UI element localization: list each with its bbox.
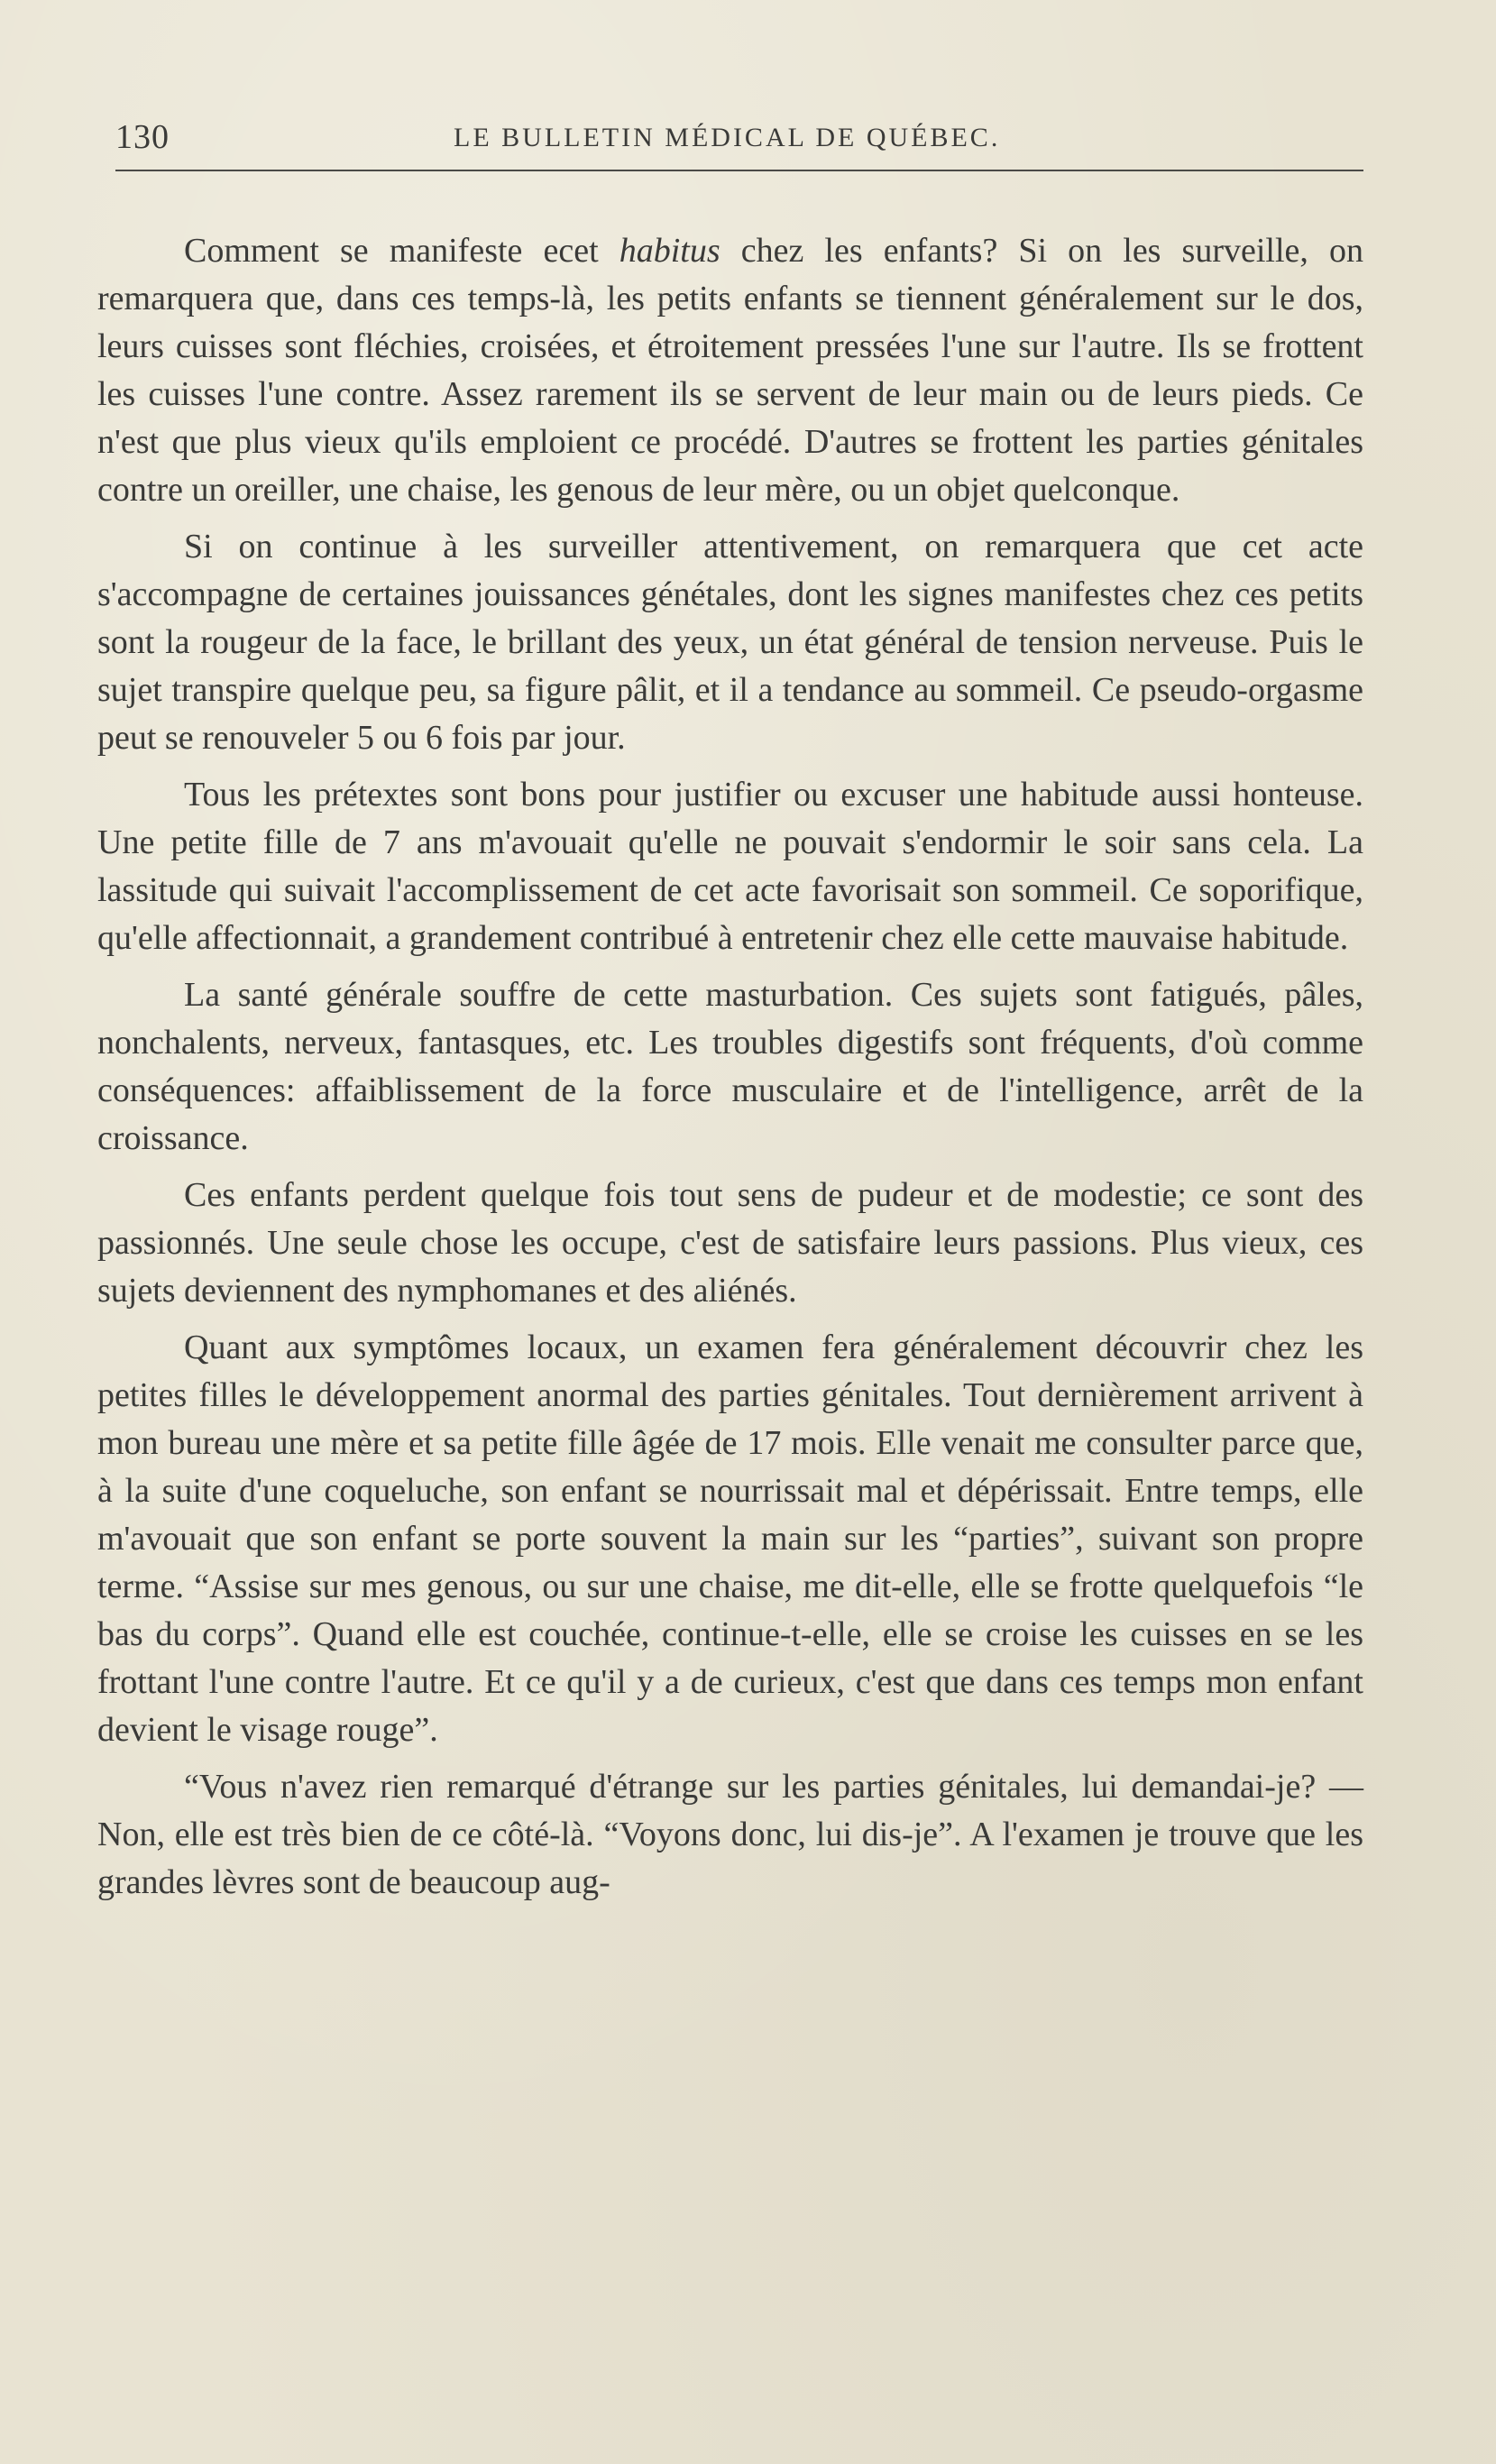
- paragraph-2: Si on continue à les surveiller attentivement, on remarquera que cet acte s'accompagne de certaines jouissances génétales, dont les signes manifestes chez ces petits sont la rougeur de la face, le brillant des yeux, un état général de tension nerveuse. Puis le sujet transpire quelque peu, sa figure pâlit, et il a tendance au sommeil. Ce pseudo-orgasme peut se renouveler 5 ou 6 fois par jour.: [97, 528, 1363, 757]
- page-number: 130: [115, 118, 170, 156]
- running-title: LE BULLETIN MÉDICAL DE QUÉBEC.: [454, 123, 1001, 152]
- paragraph-1-lead: Comment se manifeste ecet: [184, 232, 620, 270]
- paragraph-3: Tous les prétextes sont bons pour justifier ou excuser une habitude aussi honteuse. Une petite fille de 7 ans m'avouait qu'elle ne pouvait s'endormir le soir sans cela. La lassitude qui suivait l'accomplissement de cet acte favorisait son sommeil. Ce soporifique, qu'elle affectionnait, a grandement contribué à entretenir chez elle cette mauvaise habitude.: [97, 776, 1363, 957]
- paragraph-1-rest: chez les enfants? Si on les surveille, on remarquera que, dans ces temps-là, les petits enfants se tiennent généralement sur le dos, leurs cuisses sont fléchies, croisées, et étroitement pressées l'une sur l'autre. Ils se frottent les cuisses l'une contre. Assez rarement ils se servent de leur main ou de leurs pieds. Ce n'est que plus vieux qu'ils emploient ce procédé. D'autres se frottent les parties génitales contre un oreiller, une chaise, les genous de leur mère, ou un objet quelconque.: [97, 232, 1363, 509]
- italic-term: habitus: [619, 232, 720, 270]
- paragraph-4: La santé générale souffre de cette masturbation. Ces sujets sont fatigués, pâles, nonchalents, nerveux, fantasques, etc. Les troubles digestifs sont fréquents, d'où comme conséquences: affaiblissement de la force musculaire et de l'intelligence, arrêt de la croissance.: [97, 976, 1363, 1157]
- paragraph-5: Ces enfants perdent quelque fois tout sens de pudeur et de modestie; ce sont des passionnés. Une seule chose les occupe, c'est de satisfaire leurs passions. Plus vieux, ces sujets deviennent des nymphomanes et des aliénés.: [97, 1176, 1363, 1310]
- paragraph-1: [97, 227, 1363, 514]
- article-body: [97, 227, 1363, 1907]
- header-rule: [115, 170, 1363, 171]
- paragraph-7: “Vous n'avez rien remarqué d'étrange sur les parties génitales, lui demandai-je? — Non, elle est très bien de ce côté-là. “Voyons donc, lui dis-je”. A l'examen je trouve que les grandes lèvres sont de beaucoup aug-: [97, 1768, 1363, 1901]
- paragraph-6: Quant aux symptômes locaux, un examen fera généralement découvrir chez les petites filles le développement anormal des parties génitales. Tout dernièrement arrivent à mon bureau une mère et sa petite fille âgée de 17 mois. Elle venait me consulter parce que, à la suite d'une coqueluche, son enfant se nourrissait mal et dépérissait. Entre temps, elle m'avouait que son enfant se porte souvent la main sur les “parties”, suivant son propre terme. “Assise sur mes genous, ou sur une chaise, me dit-elle, elle se frotte quelquefois “le bas du corps”. Quand elle est couchée, continue-t-elle, elle se croise les cuisses en se les frottant l'une contre l'autre. Et ce qu'il y a de curieux, c'est que dans ces temps mon enfant devient le visage rouge”.: [97, 1329, 1363, 1749]
- page-header: [115, 106, 1363, 161]
